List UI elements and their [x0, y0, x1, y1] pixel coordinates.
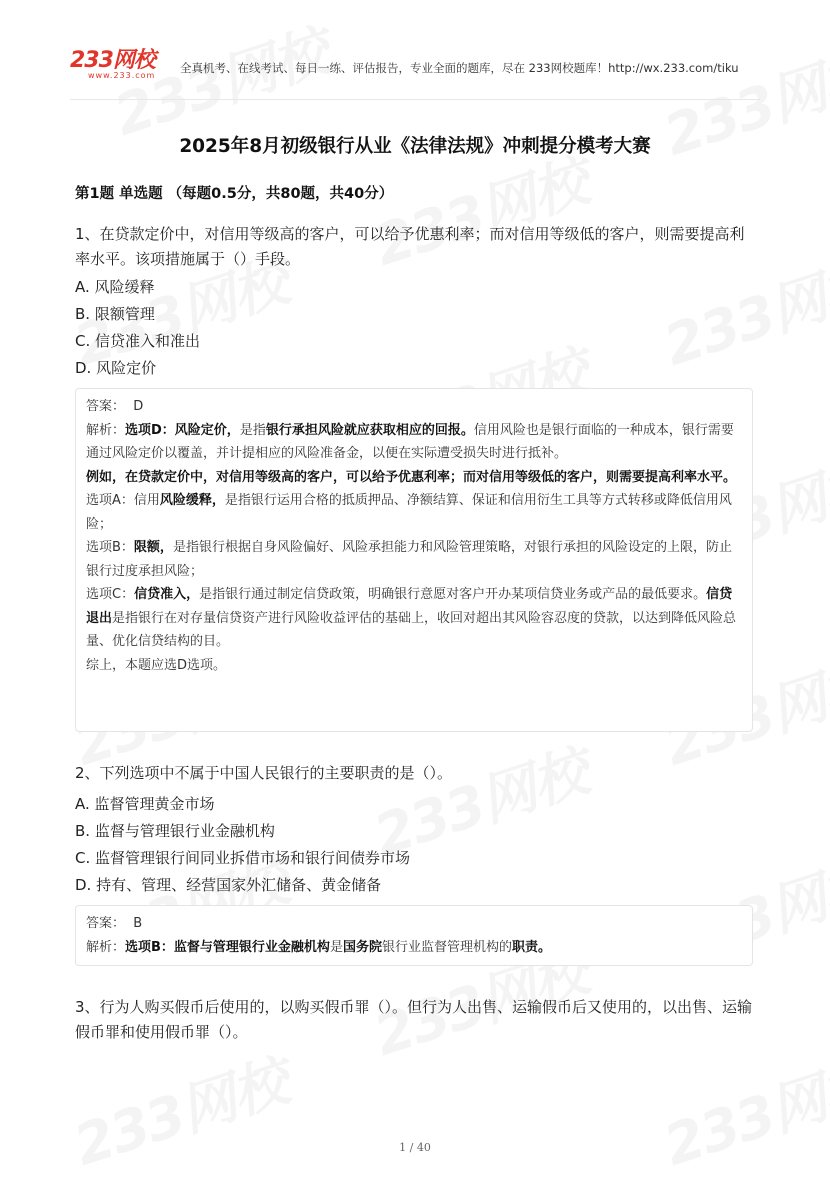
- logo-brand: 233网校: [70, 48, 155, 73]
- section-heading: 第1题 单选题 （每题0.5分，共80题，共40分）: [75, 186, 394, 202]
- question-2-option-c: C. 监督管理银行间同业拆借市场和银行间债券市场: [75, 849, 411, 867]
- bold-text: 职责。: [511, 939, 551, 955]
- text: 银行业监督管理机构的: [381, 939, 512, 955]
- bold-text: 信贷退出: [86, 587, 733, 626]
- answer-line: [86, 912, 742, 936]
- question-2-option-b: B. 监督与管理银行业金融机构: [75, 822, 275, 840]
- watermark: [653, 1038, 830, 1182]
- question-2-stem: 2、下列选项中不属于中国人民银行的主要职责的是（）。: [75, 764, 453, 782]
- analysis-label: 解析：: [86, 422, 126, 438]
- analysis-label: 解析：: [86, 939, 126, 955]
- watermark: [63, 1038, 296, 1182]
- question-2-option-d: D. 持有、管理、经营国家外汇储备、黄金储备: [75, 876, 382, 894]
- question-1-option-c: C. 信贷准入和准出: [75, 332, 201, 350]
- question-1-answer-box: [75, 388, 753, 732]
- question-1-option-b: B. 限额管理: [75, 305, 155, 323]
- text: 选项C：: [86, 587, 135, 602]
- analysis-p1: [86, 936, 742, 960]
- analysis-p3: [86, 489, 742, 536]
- header-divider: [70, 99, 760, 100]
- answer-label: 答案：: [86, 399, 126, 414]
- answer-value: D: [133, 399, 144, 414]
- question-2-answer-box: [75, 905, 753, 966]
- analysis-p1: [86, 419, 742, 466]
- analysis-p2: [86, 466, 742, 490]
- text: 信用风险也是银行面临的一种成本，银行需要通过风险定价以覆盖，并计提相应的风险准备金，以便在实际遭受损失时进行抵补。: [86, 422, 734, 461]
- text: 是指: [239, 422, 266, 438]
- page-header: [0, 0, 830, 100]
- bold-text: 国务院: [342, 939, 382, 955]
- question-2-option-a: A. 监督管理黄金市场: [75, 795, 215, 813]
- question-1-stem: 1、在贷款定价中，对信用等级高的客户，可以给予优惠利率；而对信用等级低的客户，则需要提高利率水平。该项措施属于（）手段。: [75, 225, 745, 268]
- header-slogan: 全真机考、在线考试、每日一练、评估报告，专业全面的题库，尽在 233网校题库！http://wx.233.com/tiku: [180, 61, 739, 75]
- logo[interactable]: [70, 50, 170, 80]
- page-title: 2025年8月初级银行从业《法律法规》冲刺提分模考大赛: [179, 136, 651, 157]
- logo-site: www.233.com: [88, 71, 156, 80]
- answer-line: [86, 395, 742, 419]
- analysis-p4: [86, 536, 742, 583]
- question-1-option-d: D. 风险定价: [75, 359, 157, 377]
- text: 是指银行通过制定信贷政策，明确银行意愿对客户开办某项信贷业务或产品的最低要求。: [199, 587, 707, 602]
- bold-text: 选项D：风险定价，: [125, 422, 240, 438]
- text: 选项B：: [86, 540, 134, 555]
- bold-text: 信贷准入，: [134, 587, 200, 602]
- text: 是: [329, 939, 343, 955]
- question-1-option-a: A. 风险缓释: [75, 278, 155, 296]
- bold-text: 限额，: [133, 540, 173, 555]
- bold-text: 选项B：监督与管理银行业金融机构: [125, 939, 330, 955]
- question-3-stem: 3、行为人购买假币后使用的，以购买假币罪（）。但行为人出售、运输假币后又使用的，以出售、运输假币罪和使用假币罪（）。: [75, 998, 753, 1041]
- analysis-p5: [86, 583, 742, 654]
- page-number: 1 / 40: [399, 1141, 431, 1154]
- bold-text: 风险缓释，: [159, 493, 225, 508]
- bold-text: 银行承担风险就应获取相应的回报。: [265, 422, 474, 438]
- answer-label: 答案：: [86, 916, 126, 931]
- text: 是指银行根据自身风险偏好、风险承担能力和风险管理策略，对银行承担的风险设定的上限，防止银行过度承担风险；: [86, 540, 732, 579]
- answer-value: B: [133, 916, 143, 931]
- analysis-p6: 综上，本题应选D选项。: [86, 657, 227, 673]
- text: 是指银行运用合格的抵质押品、净额结算、保证和信用衍生工具等方式转移或降低信用风险；: [86, 493, 732, 532]
- bold-text: 例如，在贷款定价中，对信用等级高的客户，可以给予优惠利率；而对信用等级低的客户，则需要提高利率水平。: [86, 469, 737, 485]
- text: 是指银行在对存量信贷资产进行风险收益评估的基础上，收回对超出其风险容忍度的贷款，以达到降低风险总量、优化信贷结构的目。: [86, 610, 737, 649]
- text: 选项A：信用: [86, 493, 160, 508]
